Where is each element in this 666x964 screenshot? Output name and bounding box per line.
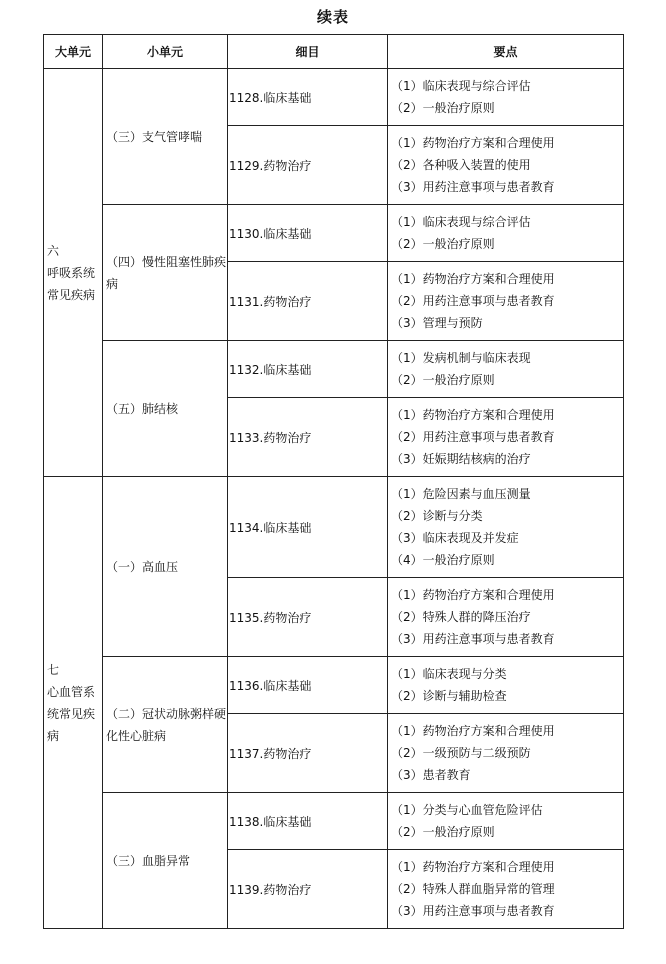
major-unit-cell [44, 477, 103, 929]
minor-unit-cell [103, 477, 228, 657]
minor-unit-text: （二）冠状动脉粥样硬化性心脏病 [106, 706, 227, 743]
key-point-item: （3）用药注意事项与患者教育 [391, 180, 555, 194]
minor-unit-text: （五）肺结核 [106, 401, 179, 416]
key-point-item: （2）一般治疗原则 [391, 825, 495, 839]
major-unit-text: 六 [47, 243, 60, 258]
header-major-unit: 大单元 [44, 35, 103, 69]
minor-unit-text: （一）高血压 [106, 559, 179, 574]
key-points-cell [388, 850, 624, 929]
minor-unit-cell [103, 69, 228, 205]
header-detail: 细目 [228, 35, 388, 69]
minor-unit-text: （三）支气管哮喘 [106, 129, 203, 144]
detail-cell: 1132.临床基础 [228, 341, 388, 398]
major-unit-text: 呼吸系统 [47, 265, 96, 280]
minor-unit-cell [103, 793, 228, 929]
detail-cell: 1134.临床基础 [228, 477, 388, 578]
syllabus-table [43, 34, 624, 929]
minor-unit-cell [103, 341, 228, 477]
detail-cell: 1133.药物治疗 [228, 398, 388, 477]
detail-cell: 1128.临床基础 [228, 69, 388, 126]
key-point-item: （2）用药注意事项与患者教育 [391, 294, 555, 308]
key-point-item: （1）药物治疗方案和合理使用 [391, 860, 555, 874]
minor-unit-cell [103, 657, 228, 793]
key-point-item: （1）药物治疗方案和合理使用 [391, 588, 555, 602]
major-unit-text: 心血管系 [47, 684, 96, 699]
key-points-cell [388, 262, 624, 341]
table-row [44, 793, 624, 850]
key-points-cell [388, 126, 624, 205]
key-point-item: （3）患者教育 [391, 768, 471, 782]
page-title: 续表 [316, 8, 349, 26]
key-points-cell [388, 398, 624, 477]
table-header-row [44, 35, 624, 69]
key-point-item: （1）药物治疗方案和合理使用 [391, 272, 555, 286]
minor-unit-cell [103, 205, 228, 341]
minor-unit-text: （四）慢性阻塞性肺疾病 [106, 254, 227, 291]
header-minor-unit: 小单元 [103, 35, 228, 69]
table-row [44, 69, 624, 126]
major-unit-text: 统常见疾 [47, 706, 96, 721]
key-points-cell [388, 657, 624, 714]
key-point-item: （3）妊娠期结核病的治疗 [391, 452, 531, 466]
key-point-item: （2）诊断与辅助检查 [391, 689, 507, 703]
detail-cell: 1135.药物治疗 [228, 578, 388, 657]
key-points-cell [388, 578, 624, 657]
key-point-item: （3）管理与预防 [391, 316, 483, 330]
key-point-item: （2）用药注意事项与患者教育 [391, 430, 555, 444]
key-point-item: （2）特殊人群血脂异常的管理 [391, 882, 555, 896]
key-points-cell [388, 793, 624, 850]
table-row [44, 657, 624, 714]
major-unit-text: 常见疾病 [47, 287, 96, 302]
key-point-item: （1）危险因素与血压测量 [391, 487, 531, 501]
table-row [44, 205, 624, 262]
key-points-cell [388, 477, 624, 578]
table-row [44, 477, 624, 578]
major-unit-text: 七 [47, 662, 60, 677]
key-point-item: （1）发病机制与临床表现 [391, 351, 531, 365]
key-points-cell [388, 341, 624, 398]
key-points-cell [388, 69, 624, 126]
key-points-cell [388, 205, 624, 262]
header-key-points: 要点 [388, 35, 624, 69]
key-point-item: （2）诊断与分类 [391, 509, 483, 523]
key-point-item: （2）一般治疗原则 [391, 237, 495, 251]
key-point-item: （3）用药注意事项与患者教育 [391, 632, 555, 646]
major-unit-cell [44, 69, 103, 477]
key-points-cell [388, 714, 624, 793]
key-point-item: （2）一般治疗原则 [391, 373, 495, 387]
key-point-item: （1）临床表现与综合评估 [391, 215, 531, 229]
key-point-item: （2）一般治疗原则 [391, 101, 495, 115]
key-point-item: （2）各种吸入装置的使用 [391, 158, 531, 172]
table-row [44, 341, 624, 398]
key-point-item: （2）特殊人群的降压治疗 [391, 610, 531, 624]
key-point-item: （1）临床表现与综合评估 [391, 79, 531, 93]
minor-unit-text: （三）血脂异常 [106, 853, 191, 868]
detail-cell: 1129.药物治疗 [228, 126, 388, 205]
key-point-item: （1）临床表现与分类 [391, 667, 507, 681]
key-point-item: （1）药物治疗方案和合理使用 [391, 408, 555, 422]
key-point-item: （1）分类与心血管危险评估 [391, 803, 543, 817]
detail-cell: 1138.临床基础 [228, 793, 388, 850]
key-point-item: （3）用药注意事项与患者教育 [391, 904, 555, 918]
detail-cell: 1137.药物治疗 [228, 714, 388, 793]
detail-cell: 1131.药物治疗 [228, 262, 388, 341]
key-point-item: （1）药物治疗方案和合理使用 [391, 136, 555, 150]
key-point-item: （4）一般治疗原则 [391, 553, 495, 567]
detail-cell: 1139.药物治疗 [228, 850, 388, 929]
detail-cell: 1130.临床基础 [228, 205, 388, 262]
key-point-item: （3）临床表现及并发症 [391, 531, 519, 545]
key-point-item: （1）药物治疗方案和合理使用 [391, 724, 555, 738]
detail-cell: 1136.临床基础 [228, 657, 388, 714]
key-point-item: （2）一级预防与二级预防 [391, 746, 531, 760]
major-unit-text: 病 [47, 728, 60, 743]
